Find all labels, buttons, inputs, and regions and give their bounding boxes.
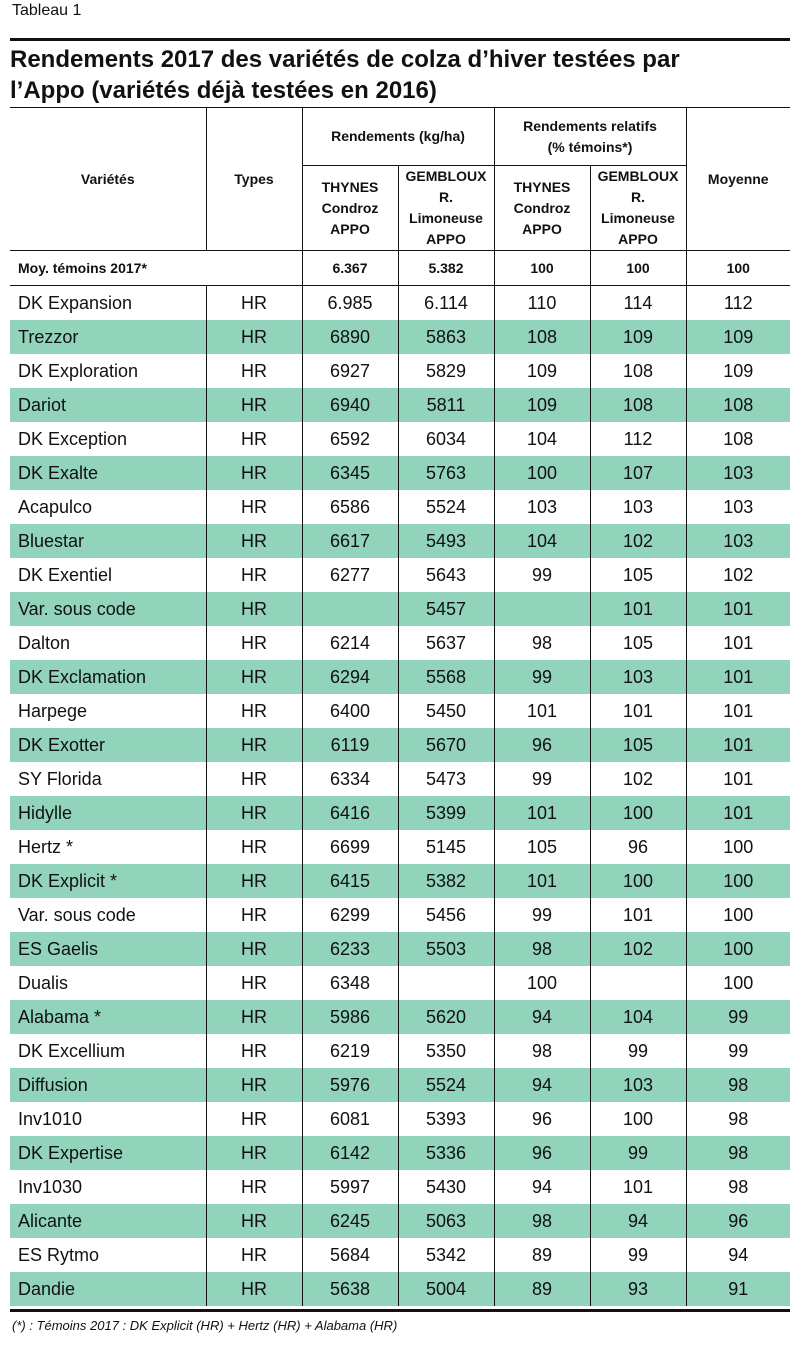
- cell-type: HR: [206, 1068, 302, 1102]
- cell-type: HR: [206, 1000, 302, 1034]
- cell-gembloux: 5637: [398, 626, 494, 660]
- header-relatifs-line2: (% témoins*): [547, 138, 633, 155]
- cell-moyenne: 101: [686, 728, 790, 762]
- table-row: [10, 490, 790, 524]
- cell-gembloux-rel: 103: [590, 1068, 686, 1102]
- header-gembloux-2: R. Limoneuse: [409, 189, 483, 226]
- moy-label: Moy. témoins 2017*: [10, 251, 302, 286]
- cell-gembloux-rel: 114: [590, 286, 686, 321]
- cell-thynes: 6219: [302, 1034, 398, 1068]
- cell-gembloux-rel: 96: [590, 830, 686, 864]
- cell-type: HR: [206, 558, 302, 592]
- table-row: [10, 1102, 790, 1136]
- cell-thynes-rel: 110: [494, 286, 590, 321]
- cell-thynes-rel: 98: [494, 932, 590, 966]
- cell-moyenne: 103: [686, 524, 790, 558]
- cell-gembloux-rel: 108: [590, 388, 686, 422]
- table-row: [10, 320, 790, 354]
- header-rendements-relatifs: [494, 108, 686, 166]
- table-label: Tableau 1: [12, 2, 82, 19]
- cell-thynes-rel: 105: [494, 830, 590, 864]
- cell-thynes-rel: 101: [494, 796, 590, 830]
- cell-gembloux-rel: 101: [590, 1170, 686, 1204]
- cell-gembloux: 5620: [398, 1000, 494, 1034]
- cell-type: HR: [206, 388, 302, 422]
- cell-gembloux-rel: 100: [590, 864, 686, 898]
- cell-thynes-rel: 100: [494, 966, 590, 1000]
- cell-gembloux-rel: 101: [590, 898, 686, 932]
- cell-gembloux: 5456: [398, 898, 494, 932]
- cell-moyenne: 109: [723, 360, 754, 381]
- cell-variete: DK Exalte: [10, 456, 206, 490]
- cell-thynes-rel: 89: [494, 1272, 590, 1306]
- header-thynes-rel-1: THYNES: [513, 178, 571, 195]
- cell-thynes-rel: 94: [494, 1000, 590, 1034]
- cell-variete: DK Excellium: [10, 1034, 206, 1068]
- cell-thynes: 6233: [302, 932, 398, 966]
- cell-thynes: 6299: [302, 898, 398, 932]
- cell-gembloux: [398, 966, 494, 1000]
- table-row: [10, 354, 790, 388]
- cell-moyenne: 103: [723, 496, 754, 517]
- cell-variete: Alabama *: [10, 1000, 206, 1034]
- cell-variete: DK Exclamation: [10, 660, 206, 694]
- cell-variete: Bluestar: [10, 524, 206, 558]
- cell-moyenne: 96: [686, 1204, 790, 1238]
- moy-temoins-row: [10, 251, 790, 286]
- cell-variete: Trezzor: [10, 320, 206, 354]
- cell-gembloux: 5399: [398, 796, 494, 830]
- cell-moyenne: 109: [686, 320, 790, 354]
- cell-thynes: 6586: [302, 490, 398, 524]
- cell-thynes: 6617: [302, 524, 398, 558]
- cell-thynes: 5986: [302, 1000, 398, 1034]
- yield-table: [10, 107, 790, 1306]
- cell-type: HR: [206, 830, 302, 864]
- table-row: [10, 1068, 790, 1102]
- cell-gembloux: 5063: [398, 1204, 494, 1238]
- cell-gembloux-rel: 100: [590, 1102, 686, 1136]
- cell-type: HR: [206, 864, 302, 898]
- cell-thynes: 6345: [302, 456, 398, 490]
- cell-variete: Harpege: [10, 694, 206, 728]
- cell-gembloux-rel: 109: [590, 320, 686, 354]
- cell-type: HR: [206, 1102, 302, 1136]
- cell-variete: Inv1010: [10, 1102, 206, 1136]
- cell-moyenne: 100: [686, 864, 790, 898]
- cell-moyenne: 99: [728, 1040, 749, 1061]
- cell-thynes-rel: 89: [494, 1238, 590, 1272]
- cell-thynes-rel: [494, 592, 590, 626]
- cell-variete: Inv1030: [10, 1170, 206, 1204]
- header-thynes-2: Condroz: [321, 199, 379, 216]
- cell-moyenne: 98: [728, 1176, 749, 1197]
- cell-variete: DK Expertise: [10, 1136, 206, 1170]
- cell-thynes-rel: 98: [494, 1034, 590, 1068]
- moy-gembloux: 5.382: [398, 251, 494, 286]
- cell-gembloux: 6034: [398, 422, 494, 456]
- header-varietes: Variétés: [10, 108, 206, 251]
- cell-moyenne: 101: [723, 632, 754, 653]
- cell-gembloux: 5336: [398, 1136, 494, 1170]
- cell-gembloux-rel: 102: [590, 932, 686, 966]
- cell-thynes-rel: 103: [494, 490, 590, 524]
- cell-gembloux-rel: 102: [590, 762, 686, 796]
- cell-gembloux: 5004: [398, 1272, 494, 1306]
- table-row: [10, 762, 790, 796]
- cell-thynes: 6416: [302, 796, 398, 830]
- cell-thynes-rel: 104: [494, 524, 590, 558]
- cell-moyenne: 102: [723, 564, 754, 585]
- cell-variete: SY Florida: [10, 762, 206, 796]
- cell-moyenne: 100: [723, 972, 754, 993]
- table-row: [10, 1034, 790, 1068]
- cell-type: HR: [206, 796, 302, 830]
- cell-moyenne: 98: [686, 1136, 790, 1170]
- cell-type: HR: [206, 660, 302, 694]
- cell-gembloux: 5342: [398, 1238, 494, 1272]
- table-row: [10, 286, 790, 321]
- moy-thynes-rel: 100: [494, 251, 590, 286]
- cell-variete: DK Explicit *: [10, 864, 206, 898]
- cell-moyenne: 91: [686, 1272, 790, 1306]
- cell-type: HR: [206, 490, 302, 524]
- cell-moyenne: 108: [723, 428, 754, 449]
- cell-gembloux-rel: 94: [590, 1204, 686, 1238]
- cell-moyenne: 108: [686, 388, 790, 422]
- header-thynes-rel-2: Condroz: [513, 199, 571, 216]
- cell-type: HR: [206, 966, 302, 1000]
- moy-moyenne: 100: [686, 251, 790, 286]
- header-gembloux-1: GEMBLOUX: [405, 168, 487, 184]
- cell-type: HR: [206, 1170, 302, 1204]
- cell-gembloux: 5450: [398, 694, 494, 728]
- table-row: [10, 1272, 790, 1306]
- cell-moyenne: 98: [728, 1108, 749, 1129]
- header-thynes-3: APPO: [330, 220, 370, 237]
- moy-thynes: 6.367: [302, 251, 398, 286]
- table-row: [10, 558, 790, 592]
- cell-variete: ES Gaelis: [10, 932, 206, 966]
- table-row: [10, 456, 790, 490]
- header-thynes-rel-3: APPO: [522, 220, 562, 237]
- header-gembloux-3: APPO: [426, 231, 466, 247]
- cell-gembloux-rel: 99: [590, 1034, 686, 1068]
- cell-variete: Dariot: [10, 388, 206, 422]
- table-row: [10, 626, 790, 660]
- cell-thynes-rel: 94: [494, 1170, 590, 1204]
- cell-moyenne: 101: [686, 592, 790, 626]
- cell-variete: Hidylle: [10, 796, 206, 830]
- header-thynes: [302, 166, 398, 251]
- cell-type: HR: [206, 1272, 302, 1306]
- table-row: [10, 1170, 790, 1204]
- cell-moyenne: 94: [728, 1244, 749, 1265]
- cell-type: HR: [206, 1238, 302, 1272]
- header-gembloux-rel-1: GEMBLOUX: [597, 168, 679, 184]
- cell-variete: DK Exploration: [10, 354, 206, 388]
- cell-type: HR: [206, 1136, 302, 1170]
- bottom-rule: [10, 1309, 790, 1312]
- cell-gembloux-rel: 105: [590, 728, 686, 762]
- cell-type: HR: [206, 422, 302, 456]
- table-row: [10, 830, 790, 864]
- cell-thynes: 6348: [302, 966, 398, 1000]
- cell-thynes: 6214: [302, 626, 398, 660]
- cell-thynes-rel: 96: [494, 728, 590, 762]
- table-row: [10, 524, 790, 558]
- table-row: [10, 1238, 790, 1272]
- cell-gembloux: 5670: [398, 728, 494, 762]
- cell-gembloux: 5457: [398, 592, 494, 626]
- cell-type: HR: [206, 456, 302, 490]
- cell-thynes: 5684: [302, 1238, 398, 1272]
- cell-type: HR: [206, 694, 302, 728]
- cell-gembloux-rel: 102: [590, 524, 686, 558]
- header-gembloux-rel: [590, 166, 686, 251]
- table-row: [10, 592, 790, 626]
- cell-type: HR: [206, 592, 302, 626]
- cell-variete: Var. sous code: [10, 592, 206, 626]
- cell-type: HR: [206, 354, 302, 388]
- cell-variete: Dalton: [10, 626, 206, 660]
- header-rendements: Rendements (kg/ha): [302, 108, 494, 166]
- cell-variete: Dualis: [10, 966, 206, 1000]
- cell-moyenne: 101: [723, 700, 754, 721]
- cell-gembloux-rel: 101: [590, 592, 686, 626]
- cell-type: HR: [206, 728, 302, 762]
- cell-gembloux: 5829: [398, 354, 494, 388]
- cell-thynes: 6245: [302, 1204, 398, 1238]
- cell-thynes-rel: 98: [494, 626, 590, 660]
- moy-gembloux-rel: 100: [590, 251, 686, 286]
- cell-gembloux-rel: 105: [590, 558, 686, 592]
- cell-variete: DK Exception: [10, 422, 206, 456]
- cell-gembloux-rel: 103: [590, 660, 686, 694]
- cell-thynes-rel: 96: [494, 1102, 590, 1136]
- cell-type: HR: [206, 932, 302, 966]
- cell-gembloux: 5393: [398, 1102, 494, 1136]
- footnote: (*) : Témoins 2017 : DK Explicit (HR) + Hertz (HR) + Alabama (HR): [12, 1318, 398, 1333]
- cell-variete: Hertz *: [10, 830, 206, 864]
- table-title: [10, 44, 790, 106]
- table-row: [10, 898, 790, 932]
- cell-thynes-rel: 99: [494, 762, 590, 796]
- cell-thynes: 6927: [302, 354, 398, 388]
- cell-thynes-rel: 109: [494, 388, 590, 422]
- cell-gembloux: 6.114: [398, 286, 494, 321]
- table-row: [10, 422, 790, 456]
- cell-gembloux: 5524: [398, 1068, 494, 1102]
- cell-gembloux: 5145: [398, 830, 494, 864]
- cell-moyenne: 101: [686, 660, 790, 694]
- cell-thynes-rel: 94: [494, 1068, 590, 1102]
- cell-variete: ES Rytmo: [10, 1238, 206, 1272]
- cell-gembloux-rel: 99: [590, 1238, 686, 1272]
- header-thynes-1: THYNES: [321, 178, 379, 195]
- title-rule: [10, 38, 790, 41]
- header-gembloux-rel-2: R. Limoneuse: [601, 189, 675, 226]
- cell-type: HR: [206, 1034, 302, 1068]
- cell-gembloux: 5430: [398, 1170, 494, 1204]
- cell-type: HR: [206, 1204, 302, 1238]
- cell-gembloux: 5382: [398, 864, 494, 898]
- cell-variete: Dandie: [10, 1272, 206, 1306]
- cell-gembloux: 5350: [398, 1034, 494, 1068]
- cell-moyenne: 103: [686, 456, 790, 490]
- title-line-2: l’Appo (variétés déjà testées en 2016): [10, 77, 437, 104]
- cell-gembloux: 5763: [398, 456, 494, 490]
- table-row: [10, 796, 790, 830]
- table-row: [10, 1204, 790, 1238]
- cell-type: HR: [206, 626, 302, 660]
- table-row: [10, 728, 790, 762]
- cell-gembloux-rel: 112: [590, 422, 686, 456]
- cell-thynes: 6.985: [302, 286, 398, 321]
- cell-type: HR: [206, 524, 302, 558]
- cell-thynes-rel: 99: [494, 660, 590, 694]
- cell-thynes: 6415: [302, 864, 398, 898]
- cell-moyenne: 100: [723, 836, 754, 857]
- cell-type: HR: [206, 320, 302, 354]
- header-relatifs-line1: Rendements relatifs: [523, 117, 657, 134]
- cell-gembloux-rel: 104: [590, 1000, 686, 1034]
- table-row: [10, 932, 790, 966]
- cell-gembloux-rel: 107: [590, 456, 686, 490]
- cell-variete: Diffusion: [10, 1068, 206, 1102]
- cell-moyenne: 112: [723, 292, 753, 313]
- cell-gembloux: 5863: [398, 320, 494, 354]
- cell-thynes-rel: 108: [494, 320, 590, 354]
- header-thynes-rel: [494, 166, 590, 251]
- cell-thynes-rel: 99: [494, 558, 590, 592]
- cell-thynes: 6940: [302, 388, 398, 422]
- cell-thynes: 6334: [302, 762, 398, 796]
- header-types: Types: [206, 108, 302, 251]
- cell-variete: DK Exentiel: [10, 558, 206, 592]
- cell-type: HR: [206, 286, 302, 321]
- cell-gembloux-rel: 108: [590, 354, 686, 388]
- title-line-1: Rendements 2017 des variétés de colza d’hiver testées par: [10, 46, 680, 73]
- cell-thynes: 5997: [302, 1170, 398, 1204]
- cell-gembloux: 5503: [398, 932, 494, 966]
- cell-thynes-rel: 99: [494, 898, 590, 932]
- cell-thynes: 6890: [302, 320, 398, 354]
- cell-thynes: 5638: [302, 1272, 398, 1306]
- table-row: [10, 1136, 790, 1170]
- cell-gembloux: 5524: [398, 490, 494, 524]
- cell-moyenne: 101: [686, 796, 790, 830]
- cell-moyenne: 99: [686, 1000, 790, 1034]
- cell-thynes: 6699: [302, 830, 398, 864]
- table-row: [10, 1000, 790, 1034]
- cell-moyenne: 100: [686, 932, 790, 966]
- cell-type: HR: [206, 762, 302, 796]
- cell-gembloux: 5493: [398, 524, 494, 558]
- cell-thynes: [302, 592, 398, 626]
- table-row: [10, 388, 790, 422]
- cell-gembloux: 5811: [398, 388, 494, 422]
- cell-thynes: 6081: [302, 1102, 398, 1136]
- cell-gembloux-rel: 103: [590, 490, 686, 524]
- cell-thynes-rel: 104: [494, 422, 590, 456]
- cell-variete: Var. sous code: [10, 898, 206, 932]
- cell-moyenne: 98: [686, 1068, 790, 1102]
- cell-moyenne: 101: [723, 768, 754, 789]
- cell-thynes: 6400: [302, 694, 398, 728]
- cell-variete: Alicante: [10, 1204, 206, 1238]
- table-row: [10, 864, 790, 898]
- cell-gembloux-rel: 100: [590, 796, 686, 830]
- header-moyenne: Moyenne: [686, 108, 790, 251]
- cell-type: HR: [206, 898, 302, 932]
- cell-gembloux-rel: [590, 966, 686, 1000]
- cell-thynes-rel: 96: [494, 1136, 590, 1170]
- cell-moyenne: 100: [723, 904, 754, 925]
- cell-thynes: 6142: [302, 1136, 398, 1170]
- cell-gembloux-rel: 93: [590, 1272, 686, 1306]
- cell-thynes: 6277: [302, 558, 398, 592]
- cell-thynes-rel: 101: [494, 864, 590, 898]
- cell-variete: Acapulco: [10, 490, 206, 524]
- table-row: [10, 694, 790, 728]
- cell-thynes: 5976: [302, 1068, 398, 1102]
- cell-thynes: 6119: [302, 728, 398, 762]
- header-gembloux: [398, 166, 494, 251]
- header-gembloux-rel-3: APPO: [618, 231, 658, 247]
- table-body: [10, 251, 790, 1307]
- cell-thynes: 6592: [302, 422, 398, 456]
- cell-gembloux: 5568: [398, 660, 494, 694]
- cell-gembloux-rel: 99: [590, 1136, 686, 1170]
- cell-gembloux-rel: 101: [590, 694, 686, 728]
- cell-gembloux-rel: 105: [590, 626, 686, 660]
- cell-thynes: 6294: [302, 660, 398, 694]
- cell-variete: DK Expansion: [10, 286, 206, 321]
- cell-thynes-rel: 101: [494, 694, 590, 728]
- table-row: [10, 966, 790, 1000]
- cell-thynes-rel: 100: [494, 456, 590, 490]
- cell-variete: DK Exotter: [10, 728, 206, 762]
- table-row: [10, 660, 790, 694]
- cell-thynes-rel: 98: [494, 1204, 590, 1238]
- cell-thynes-rel: 109: [494, 354, 590, 388]
- cell-gembloux: 5473: [398, 762, 494, 796]
- cell-gembloux: 5643: [398, 558, 494, 592]
